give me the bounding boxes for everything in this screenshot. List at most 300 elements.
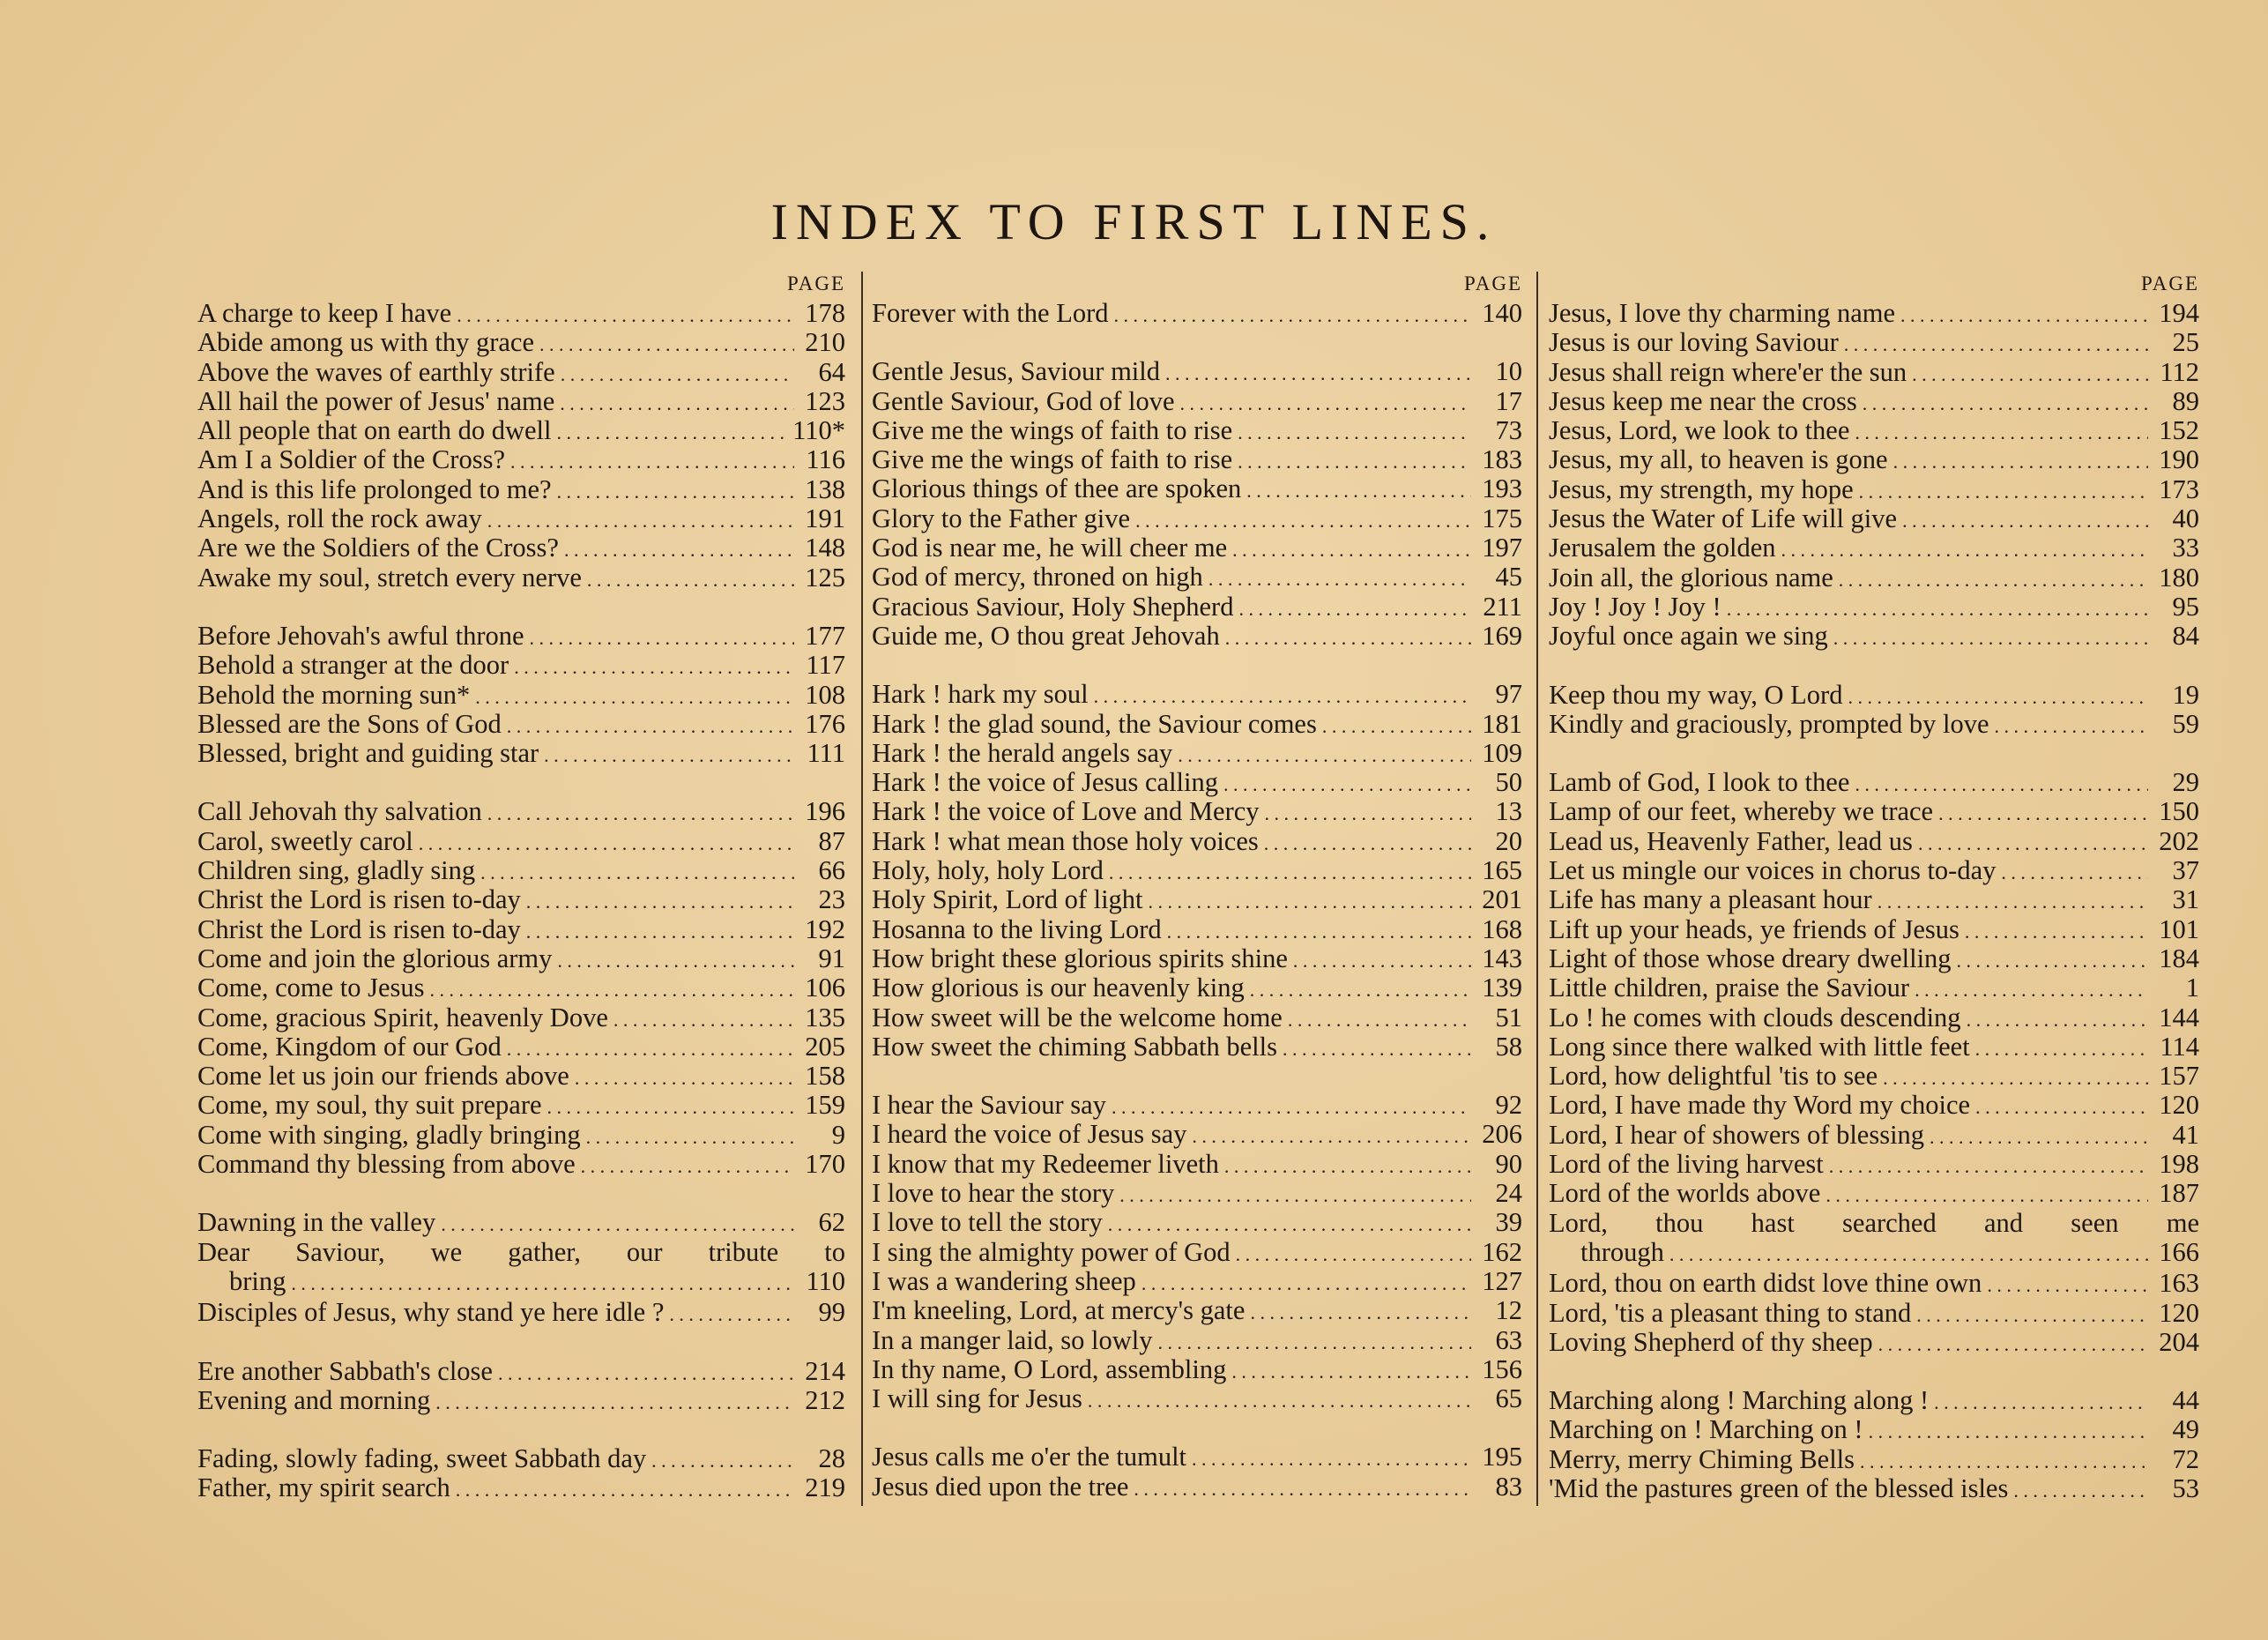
index-entry bbox=[1549, 915, 2199, 944]
index-entry bbox=[872, 710, 1522, 739]
page-number: 219 bbox=[805, 1472, 845, 1503]
page-number: 51 bbox=[1495, 1002, 1522, 1032]
index-entry bbox=[1549, 563, 2199, 593]
index-entry bbox=[197, 739, 845, 768]
first-line-text: Marching on ! Marching on ! bbox=[1549, 1414, 1863, 1445]
page-number: 41 bbox=[2172, 1119, 2199, 1150]
index-entry bbox=[197, 915, 845, 944]
dot-leader bbox=[1149, 887, 1471, 916]
dot-leader bbox=[587, 565, 794, 594]
index-entry bbox=[872, 680, 1522, 709]
index-entry bbox=[1549, 299, 2199, 328]
first-line-text: I hear the Saviour say bbox=[872, 1090, 1106, 1121]
page-number: 197 bbox=[1482, 533, 1522, 563]
page-number: 152 bbox=[2159, 415, 2199, 446]
index-entry bbox=[1549, 593, 2199, 622]
dot-leader bbox=[457, 301, 794, 330]
first-line-text: Disciples of Jesus, why stand ye here idle ? bbox=[197, 1297, 665, 1328]
index-letter-group bbox=[197, 1357, 845, 1416]
first-line-text: Gentle Jesus, Saviour mild bbox=[872, 356, 1160, 387]
first-line-text: Little children, praise the Saviour bbox=[1549, 973, 1910, 1003]
first-line-text: Come let us join our friends above bbox=[197, 1061, 569, 1092]
first-line-text: Join all, the glorious name bbox=[1549, 562, 1833, 593]
first-line-text: Hark ! the voice of Jesus calling bbox=[872, 767, 1218, 798]
index-entry bbox=[197, 299, 845, 328]
first-line-text: Loving Shepherd of thy sheep bbox=[1549, 1326, 1873, 1357]
page-number: 72 bbox=[2172, 1443, 2199, 1474]
first-line-text: Come and join the glorious army bbox=[197, 943, 553, 973]
dot-leader bbox=[1108, 1210, 1471, 1239]
dot-leader bbox=[526, 887, 794, 916]
dot-leader bbox=[419, 829, 794, 858]
index-entry bbox=[197, 973, 845, 1003]
index-entry bbox=[872, 504, 1522, 533]
page-number: 206 bbox=[1482, 1119, 1522, 1150]
dot-leader bbox=[1833, 623, 2148, 652]
dot-leader bbox=[1916, 1301, 2148, 1330]
index-column-1 bbox=[197, 269, 845, 1532]
dot-leader bbox=[441, 1210, 794, 1239]
page-number: 33 bbox=[2172, 533, 2199, 563]
page-number: 108 bbox=[805, 679, 845, 710]
first-line-text: Hosanna to the living Lord bbox=[872, 913, 1162, 944]
page-number: 123 bbox=[805, 385, 845, 416]
dot-leader bbox=[560, 389, 794, 418]
dot-leader bbox=[530, 623, 794, 652]
index-entry bbox=[872, 416, 1522, 445]
index-entry bbox=[872, 299, 1522, 328]
page-number: 165 bbox=[1482, 855, 1522, 886]
dot-leader bbox=[2001, 858, 2148, 887]
page-number: 66 bbox=[818, 855, 845, 886]
page-number: 10 bbox=[1495, 356, 1522, 387]
dot-leader bbox=[669, 1300, 794, 1329]
first-line-text: Lord, thou hast searched and seen me bbox=[1549, 1207, 2199, 1238]
page-number: 9 bbox=[831, 1119, 845, 1150]
first-line-text: God of mercy, throned on high bbox=[872, 562, 1203, 593]
first-line-text: Glorious things of thee are spoken bbox=[872, 473, 1242, 504]
first-line-text: Christ the Lord is risen to-day bbox=[197, 913, 521, 944]
first-line-text: Jesus, Lord, we look to thee bbox=[1549, 415, 1850, 446]
dot-leader bbox=[1869, 1417, 2148, 1446]
index-entry bbox=[872, 1120, 1522, 1149]
page-number: 110* bbox=[792, 415, 845, 446]
page-number: 64 bbox=[818, 356, 845, 387]
first-line-text: Joy ! Joy ! Joy ! bbox=[1549, 591, 1721, 622]
dot-leader bbox=[1178, 741, 1471, 770]
column-divider bbox=[861, 272, 863, 1506]
dot-leader bbox=[2013, 1476, 2148, 1505]
index-letter-group bbox=[872, 680, 1522, 1062]
page-number: 150 bbox=[2159, 796, 2199, 827]
first-line-text: I sing the almighty power of God bbox=[872, 1236, 1231, 1267]
dot-leader bbox=[507, 1034, 794, 1063]
index-entry bbox=[872, 1091, 1522, 1120]
dot-leader bbox=[291, 1269, 794, 1298]
index-entry bbox=[197, 1091, 845, 1120]
dot-leader bbox=[1957, 946, 2148, 975]
index-entry bbox=[872, 445, 1522, 474]
dot-leader bbox=[1264, 829, 1471, 858]
index-letter-group bbox=[1549, 1386, 2199, 1503]
page-number: 148 bbox=[805, 533, 845, 563]
page-number: 187 bbox=[2159, 1178, 2199, 1209]
page-number: 23 bbox=[818, 884, 845, 915]
first-line-text: Dear Saviour, we gather, our tribute to bbox=[197, 1236, 845, 1267]
dot-leader bbox=[1781, 535, 2148, 564]
first-line-text: God is near me, he will cheer me bbox=[872, 533, 1228, 563]
page-number: 173 bbox=[2159, 473, 2199, 504]
dot-leader bbox=[564, 535, 794, 564]
index-entry bbox=[1549, 710, 2199, 739]
index-entry bbox=[1549, 445, 2199, 474]
page-number: 25 bbox=[2172, 327, 2199, 358]
dot-leader bbox=[1238, 418, 1471, 447]
index-entry bbox=[1549, 768, 2199, 797]
page-number: 109 bbox=[1482, 737, 1522, 768]
index-entry bbox=[197, 1298, 845, 1327]
page-number: 162 bbox=[1482, 1236, 1522, 1267]
index-entry bbox=[872, 593, 1522, 622]
dot-leader bbox=[1918, 829, 2148, 858]
first-line-text: I know that my Redeemer liveth bbox=[872, 1148, 1219, 1179]
dot-leader bbox=[1848, 682, 2148, 712]
dot-leader bbox=[1094, 682, 1471, 711]
first-line-text: 'Mid the pastures green of the blessed isles bbox=[1549, 1472, 2009, 1503]
dot-leader bbox=[1844, 330, 2148, 359]
page-number: 168 bbox=[1482, 913, 1522, 944]
page-column-header: PAGE bbox=[787, 272, 845, 294]
dot-leader bbox=[1250, 975, 1471, 1004]
first-line-text: Kindly and graciously, prompted by love bbox=[1549, 708, 1989, 739]
dot-leader bbox=[498, 1359, 794, 1388]
index-letter-group bbox=[872, 1442, 1522, 1502]
index-letter-group bbox=[197, 299, 845, 593]
dot-leader bbox=[430, 975, 794, 1004]
index-entry bbox=[197, 358, 845, 387]
dot-leader bbox=[1119, 1181, 1471, 1210]
dot-leader bbox=[1167, 917, 1471, 946]
first-line-text: Jesus died upon the tree bbox=[872, 1471, 1129, 1502]
index-entry bbox=[197, 1208, 845, 1237]
first-line-text: Hark ! the voice of Love and Mercy bbox=[872, 796, 1260, 827]
index-entry bbox=[872, 1032, 1522, 1062]
first-line-text: Hark ! hark my soul bbox=[872, 679, 1089, 710]
dot-leader bbox=[1855, 770, 2148, 799]
first-line-text: Above the waves of earthly strife bbox=[197, 356, 555, 387]
first-line-text: Come, my soul, thy suit prepare bbox=[197, 1090, 542, 1121]
first-line-text: I love to hear the story bbox=[872, 1178, 1115, 1209]
index-entry bbox=[197, 710, 845, 739]
dot-leader bbox=[1134, 1474, 1471, 1503]
first-line-text: Glory to the Father give bbox=[872, 503, 1131, 533]
page-number: 214 bbox=[805, 1355, 845, 1386]
page-number: 158 bbox=[805, 1061, 845, 1092]
page-number: 87 bbox=[818, 825, 845, 856]
index-entry bbox=[872, 387, 1522, 416]
page-number: 91 bbox=[818, 943, 845, 973]
first-line-text: I heard the voice of Jesus say bbox=[872, 1119, 1187, 1150]
index-entry bbox=[1549, 387, 2199, 416]
first-line-text: Jesus keep me near the cross bbox=[1549, 385, 1857, 416]
first-line-text: Hark ! the herald angels say bbox=[872, 737, 1173, 768]
first-line-text: Awake my soul, stretch every nerve bbox=[197, 562, 582, 593]
dot-leader bbox=[1915, 975, 2148, 1004]
index-entry bbox=[197, 944, 845, 973]
page-number: 110 bbox=[806, 1265, 845, 1296]
page-number: 53 bbox=[2172, 1472, 2199, 1503]
dot-leader bbox=[526, 917, 794, 946]
page-number: 50 bbox=[1495, 767, 1522, 798]
index-entry bbox=[197, 651, 845, 680]
page-number: 28 bbox=[818, 1443, 845, 1474]
index-entry bbox=[197, 681, 845, 710]
dot-leader bbox=[557, 477, 794, 506]
page-number: 205 bbox=[805, 1031, 845, 1062]
page-number: 45 bbox=[1495, 562, 1522, 593]
index-letter-group bbox=[1549, 681, 2199, 740]
index-entry bbox=[1549, 1150, 2199, 1179]
index-entry bbox=[1549, 1209, 2199, 1270]
page-number: 140 bbox=[1482, 298, 1522, 328]
dot-leader bbox=[1141, 1269, 1471, 1298]
dot-leader bbox=[480, 858, 794, 887]
first-line-text: Jesus calls me o'er the tumult bbox=[872, 1442, 1187, 1472]
first-line-text: Lord, I have made thy Word my choice bbox=[1549, 1090, 1971, 1121]
index-entry bbox=[1549, 1415, 2199, 1444]
first-line-text: Keep thou my way, O Lord bbox=[1549, 679, 1843, 710]
first-line-text: Light of those whose dreary dwelling bbox=[1549, 943, 1952, 973]
dot-leader bbox=[1826, 1181, 2148, 1210]
index-entry bbox=[1549, 681, 2199, 710]
first-line-text: All hail the power of Jesus' name bbox=[197, 385, 555, 416]
first-line-text: How glorious is our heavenly king bbox=[872, 973, 1245, 1003]
first-line-text: Blessed are the Sons of God bbox=[197, 708, 502, 739]
page-number: 170 bbox=[805, 1149, 845, 1180]
index-entry bbox=[197, 885, 845, 914]
index-entry bbox=[872, 1179, 1522, 1208]
first-line-text: Give me the wings of faith to rise bbox=[872, 414, 1233, 445]
dot-leader bbox=[1975, 1092, 2148, 1122]
first-line-text: I will sing for Jesus bbox=[872, 1383, 1082, 1414]
index-entry bbox=[1549, 1003, 2199, 1032]
first-line-text: Father, my spirit search bbox=[197, 1472, 450, 1503]
dot-leader bbox=[1893, 447, 2148, 476]
dot-leader bbox=[1883, 1063, 2148, 1092]
dot-leader bbox=[557, 946, 794, 975]
page-number: 181 bbox=[1482, 708, 1522, 739]
first-line-text: Evening and morning bbox=[197, 1384, 431, 1415]
page-number: 156 bbox=[1482, 1353, 1522, 1384]
index-entry bbox=[197, 1238, 845, 1299]
page-number: 198 bbox=[2159, 1149, 2199, 1180]
page-number: 191 bbox=[805, 503, 845, 534]
index-entry bbox=[872, 1208, 1522, 1237]
first-line-text: Jerusalem the golden bbox=[1549, 533, 1776, 563]
page-number: 116 bbox=[806, 444, 845, 475]
first-line-text: Before Jehovah's awful throne bbox=[197, 620, 524, 651]
dot-leader bbox=[1250, 1298, 1471, 1327]
page-number: 184 bbox=[2159, 943, 2199, 973]
dot-leader bbox=[1322, 712, 1471, 741]
dot-leader bbox=[1192, 1444, 1471, 1473]
first-line-text: Lord of the living harvest bbox=[1549, 1149, 1824, 1180]
dot-leader bbox=[1231, 1357, 1471, 1386]
dot-leader bbox=[1114, 301, 1472, 330]
index-entry bbox=[1549, 622, 2199, 651]
index-letter-group bbox=[1549, 768, 2199, 1357]
index-entry bbox=[1549, 797, 2199, 826]
index-entry bbox=[1549, 1091, 2199, 1120]
page-number: 97 bbox=[1495, 679, 1522, 710]
index-letter-group bbox=[872, 299, 1522, 328]
dot-leader bbox=[1902, 506, 2148, 535]
first-line-text: Come, Kingdom of our God bbox=[197, 1031, 502, 1062]
index-entry bbox=[1549, 1328, 2199, 1357]
index-entry bbox=[872, 1384, 1522, 1413]
page-number: 89 bbox=[2172, 385, 2199, 416]
dot-leader bbox=[1157, 1328, 1471, 1357]
page-number: 12 bbox=[1495, 1295, 1522, 1326]
index-entry bbox=[872, 1238, 1522, 1267]
page-number: 19 bbox=[2172, 679, 2199, 710]
dot-leader bbox=[1938, 799, 2148, 828]
page-number: 204 bbox=[2159, 1326, 2199, 1357]
first-line-text: Hark ! what mean those holy voices bbox=[872, 825, 1259, 856]
first-line-text: Call Jehovah thy salvation bbox=[197, 796, 482, 827]
page-number: 177 bbox=[805, 620, 845, 651]
page-number: 65 bbox=[1495, 1383, 1522, 1414]
index-letter-group bbox=[197, 797, 845, 1179]
index-entry bbox=[1549, 827, 2199, 856]
page-number: 202 bbox=[2159, 825, 2199, 856]
dot-leader bbox=[1088, 1386, 1471, 1415]
page-number: 176 bbox=[805, 708, 845, 739]
dot-leader bbox=[1208, 564, 1471, 593]
dot-leader bbox=[1112, 1092, 1471, 1122]
dot-leader bbox=[514, 652, 794, 682]
first-line-text: Jesus, I love thy charming name bbox=[1549, 298, 1896, 328]
index-entry bbox=[197, 1386, 845, 1415]
page-number: 31 bbox=[2172, 884, 2199, 915]
first-line-text: Come with singing, gladly bringing bbox=[197, 1119, 581, 1150]
page-number: 175 bbox=[1482, 503, 1522, 533]
page-number: 190 bbox=[2159, 444, 2199, 475]
index-entry bbox=[1549, 328, 2199, 357]
first-line-text: Gracious Saviour, Holy Shepherd bbox=[872, 591, 1234, 622]
page-number: 58 bbox=[1495, 1031, 1522, 1062]
page-number: 210 bbox=[805, 327, 845, 358]
page-number: 29 bbox=[2172, 767, 2199, 798]
dot-leader bbox=[539, 330, 794, 359]
index-entry bbox=[1549, 533, 2199, 563]
index-entry bbox=[1549, 1062, 2199, 1091]
index-entry bbox=[872, 973, 1522, 1003]
page-number: 157 bbox=[2159, 1061, 2199, 1092]
dot-leader bbox=[1934, 1388, 2148, 1417]
first-line-text: Christ the Lord is risen to-day bbox=[197, 884, 521, 915]
dot-leader bbox=[1246, 476, 1471, 505]
index-entry bbox=[197, 563, 845, 593]
index-letter-group bbox=[197, 622, 845, 768]
index-column-3 bbox=[1549, 269, 2199, 1532]
first-line-text: Lo ! he comes with clouds descending bbox=[1549, 1002, 1961, 1032]
first-line-text: In a manger laid, so lowly bbox=[872, 1324, 1153, 1355]
dot-leader bbox=[547, 1092, 794, 1122]
page-number: 1 bbox=[2185, 973, 2199, 1003]
index-entry bbox=[197, 416, 845, 445]
page-number: 120 bbox=[2159, 1090, 2199, 1121]
dot-leader bbox=[1265, 799, 1471, 828]
first-line-text: Guide me, O thou great Jehovah bbox=[872, 620, 1220, 651]
index-entry bbox=[872, 1326, 1522, 1355]
page-number: 212 bbox=[805, 1384, 845, 1415]
index-letter-group bbox=[872, 357, 1522, 651]
dot-leader bbox=[544, 741, 794, 770]
page-number: 144 bbox=[2159, 1002, 2199, 1032]
first-line-text: Lord, I hear of showers of blessing bbox=[1549, 1119, 1925, 1150]
page-number: 183 bbox=[1482, 444, 1522, 475]
first-line-text: Long since there walked with little feet bbox=[1549, 1031, 1970, 1062]
dot-leader bbox=[487, 799, 794, 828]
first-line-text: How sweet will be the welcome home bbox=[872, 1002, 1283, 1032]
index-entry bbox=[197, 827, 845, 856]
dot-leader bbox=[507, 712, 794, 741]
index-letter-group bbox=[197, 1444, 845, 1503]
dot-leader bbox=[1669, 1240, 2148, 1269]
first-line-text: Lord, how delightful 'tis to see bbox=[1549, 1061, 1878, 1092]
index-entry bbox=[1549, 944, 2199, 973]
index-entry bbox=[872, 768, 1522, 797]
index-entry bbox=[197, 533, 845, 563]
first-line-text: Lord of the worlds above bbox=[1549, 1178, 1821, 1209]
first-line-text: All people that on earth do dwell bbox=[197, 415, 552, 446]
page-number: 39 bbox=[1495, 1207, 1522, 1238]
dot-leader bbox=[1225, 623, 1471, 652]
dot-leader bbox=[1288, 1005, 1471, 1034]
dot-leader bbox=[1839, 565, 2148, 594]
index-entry bbox=[1549, 1179, 2199, 1208]
first-line-text: Holy Spirit, Lord of light bbox=[872, 884, 1143, 915]
dot-leader bbox=[1930, 1122, 2148, 1152]
dot-leader bbox=[475, 682, 794, 712]
index-entry bbox=[1549, 1299, 2199, 1328]
dot-leader bbox=[1192, 1122, 1471, 1151]
first-line-text: How sweet the chiming Sabbath bells bbox=[872, 1031, 1277, 1062]
page-number: 73 bbox=[1495, 414, 1522, 445]
first-line-text: Jesus is our loving Saviour bbox=[1549, 327, 1839, 358]
page-number: 139 bbox=[1482, 973, 1522, 1003]
index-entry bbox=[197, 1150, 845, 1179]
dot-leader bbox=[1223, 770, 1471, 799]
dot-leader bbox=[1293, 946, 1471, 975]
first-line-text: Lord, 'tis a pleasant thing to stand bbox=[1549, 1297, 1912, 1328]
page-number: 114 bbox=[2160, 1031, 2199, 1062]
first-line-text: Children sing, gladly sing bbox=[197, 855, 476, 886]
dot-leader bbox=[1232, 535, 1471, 564]
page-number: 13 bbox=[1495, 796, 1522, 827]
first-line-text: Life has many a pleasant hour bbox=[1549, 884, 1872, 915]
index-entry bbox=[872, 1296, 1522, 1325]
index-entry bbox=[872, 1150, 1522, 1179]
dot-leader bbox=[1878, 887, 2148, 916]
first-line-text: In thy name, O Lord, assembling bbox=[872, 1353, 1227, 1384]
index-entry bbox=[1549, 1269, 2199, 1298]
page-number: 180 bbox=[2159, 562, 2199, 593]
index-entry bbox=[872, 357, 1522, 386]
index-entry bbox=[197, 445, 845, 474]
index-entry bbox=[872, 856, 1522, 885]
